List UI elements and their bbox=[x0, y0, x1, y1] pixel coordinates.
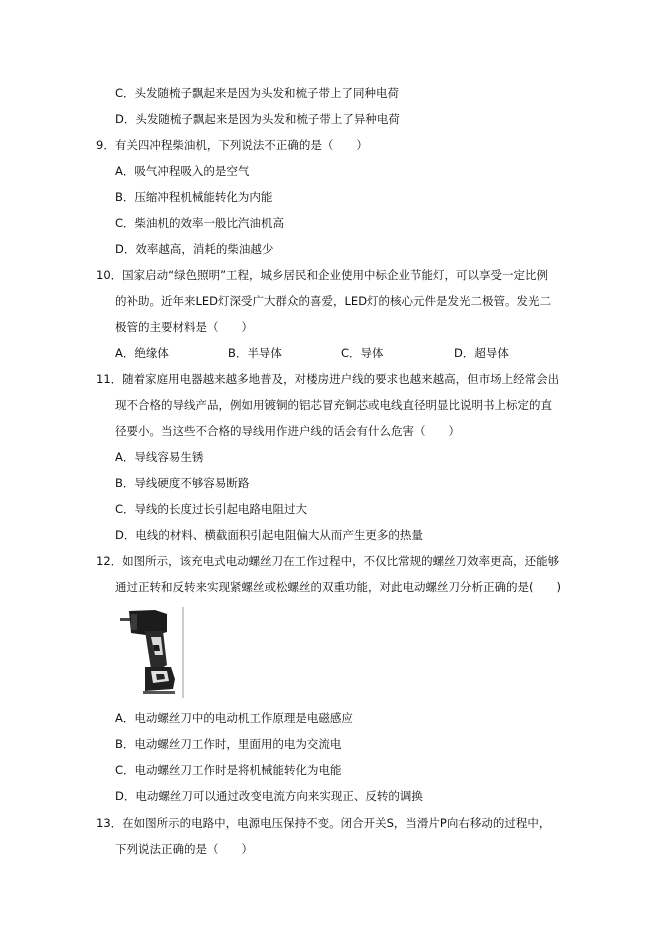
q9-stem: 9．有关四冲程柴油机，下列说法不正确的是（ ） bbox=[96, 138, 368, 152]
q8-option-d: D．头发随梳子飘起来是因为头发和梳子带上了异种电荷 bbox=[115, 112, 400, 126]
q12-stem-line2: 通过正转和反转来实现紧螺丝或松螺丝的双重功能，对此电动螺丝刀分析正确的是( ) bbox=[115, 580, 561, 594]
q9-option-c: C．柴油机的效率一般比汽油机高 bbox=[115, 216, 285, 230]
q12-stem-line1: 12．如图所示，该充电式电动螺丝刀在工作过程中，不仅比常规的螺丝刀效率更高，还能够 bbox=[96, 554, 560, 568]
q11-stem-line1: 11．随着家庭用电器越来越多地普及，对楼房进户线的要求也越来越高，但市场上经常会出 bbox=[96, 372, 560, 386]
q11-option-d: D．电线的材料、横截面积引起电阻偏大从而产生更多的热量 bbox=[115, 528, 423, 542]
q11-option-b: B．导线硬度不够容易断路 bbox=[115, 476, 250, 490]
q13-stem-line1: 13．在如图所示的电路中，电源电压保持不变。闭合开关S，当滑片P向右移动的过程中， bbox=[96, 816, 551, 830]
q11-stem-line2: 现不合格的导线产品，例如用镀铜的铝芯冒充铜芯或电线直径明显比说明书上标定的直 bbox=[115, 398, 552, 412]
q13-stem-line2: 下列说法正确的是（ ） bbox=[115, 842, 253, 856]
q9-option-d: D．效率越高，消耗的柴油越少 bbox=[115, 242, 274, 256]
q9-option-a: A．吸气冲程吸入的是空气 bbox=[115, 164, 250, 178]
q10-option-a: A．绝缘体 bbox=[115, 346, 169, 360]
q8-option-c: C．头发随梳子飘起来是因为头发和梳子带上了同种电荷 bbox=[115, 86, 400, 100]
q10-option-c: C．导体 bbox=[341, 346, 384, 360]
q10-stem-line3: 极管的主要材料是（ ） bbox=[115, 320, 253, 334]
electric-screwdriver-photo bbox=[115, 605, 185, 698]
q12-option-b: B．电动螺丝刀工作时，里面用的电为交流电 bbox=[115, 737, 342, 751]
q10-option-d: D．超导体 bbox=[454, 346, 509, 360]
q12-option-c: C．电动螺丝刀工作时是将机械能转化为电能 bbox=[115, 763, 342, 777]
q11-stem-line3: 径要小。当这些不合格的导线用作进户线的话会有什么危害（ ） bbox=[115, 424, 460, 438]
screwdriver-icon bbox=[115, 605, 185, 698]
q10-stem-line2: 的补助。近年来LED灯深受广大群众的喜爱，LED灯的核心元件是发光二极管。发光二 bbox=[115, 294, 552, 308]
q11-option-a: A．导线容易生锈 bbox=[115, 450, 204, 464]
q9-option-b: B．压缩冲程机械能转化为内能 bbox=[115, 190, 273, 204]
q12-option-a: A．电动螺丝刀中的电动机工作原理是电磁感应 bbox=[115, 711, 353, 725]
q10-option-b: B．半导体 bbox=[228, 346, 282, 360]
q11-option-c: C．导线的长度过长引起电路电阻过大 bbox=[115, 502, 308, 516]
q12-option-d: D．电动螺丝刀可以通过改变电流方向来实现正、反转的调换 bbox=[115, 789, 423, 803]
q10-stem-line1: 10．国家启动“绿色照明”工程，城乡居民和企业使用中标企业节能灯，可以享受一定比例 bbox=[96, 268, 549, 282]
